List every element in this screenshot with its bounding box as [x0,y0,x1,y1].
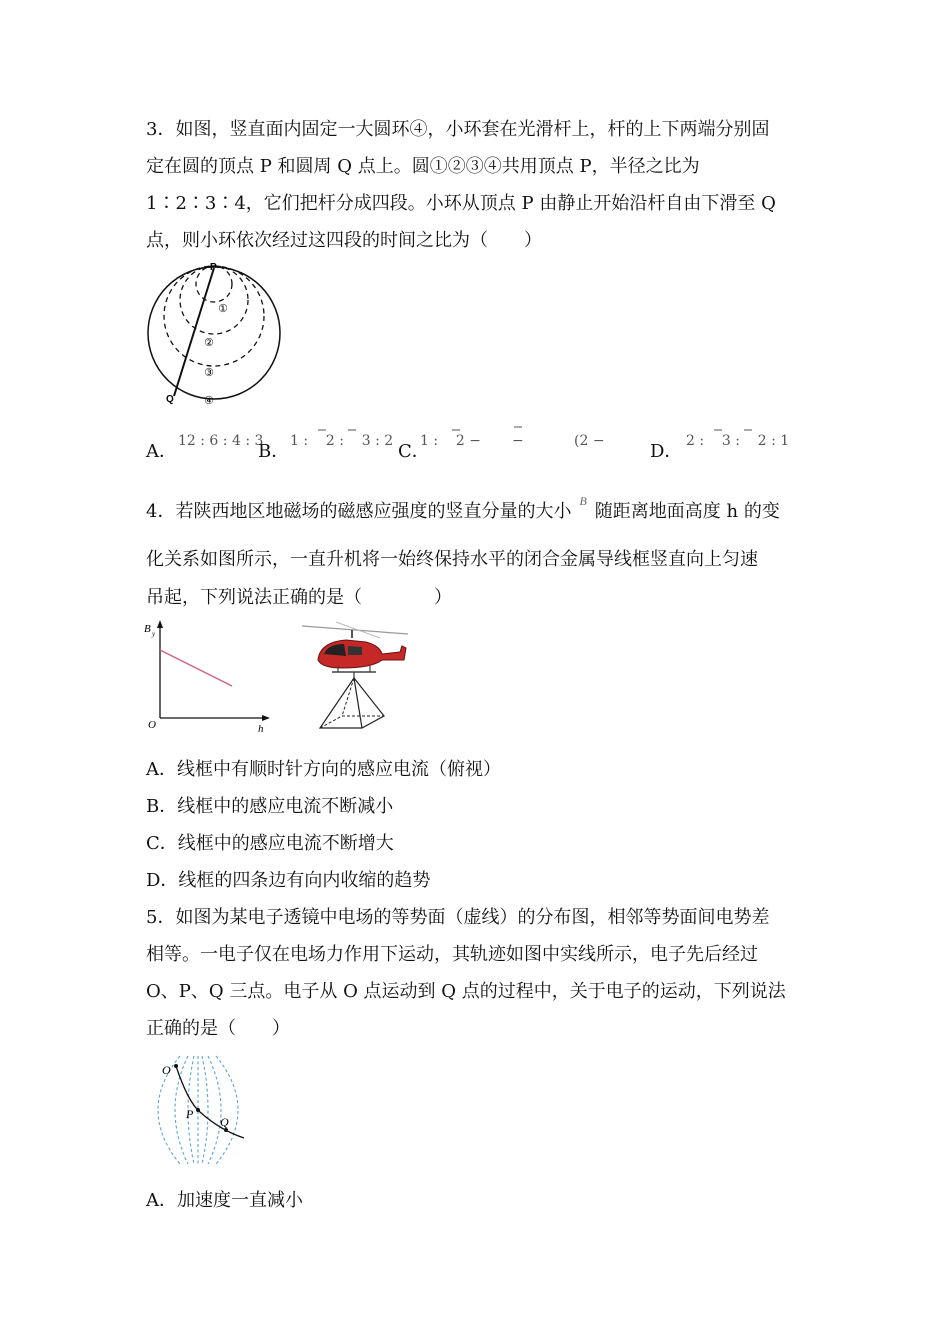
q3-option-a-letter: A． [146,441,177,462]
graph-origin: O [148,719,156,731]
rotor-blade-2 [336,622,380,638]
q3-option-c-text: 1 : 2 − [420,433,481,449]
label-P: P [210,262,217,273]
q3-option-a-text: 12 : 6 : 4 : 3 [178,433,264,449]
q4-line-1-post: 随距离地面高度 h 的变 [594,501,780,522]
q3-option-d-overbars [710,427,770,433]
circle-3 [164,266,264,366]
q3-option-d-text: 2 : 3 : 2 : 1 [686,433,790,449]
q3-line-3: 1∶2∶3∶4，它们把杆分成四段。小环从顶点 P 由静止开始沿杆自由下滑至 Q [146,193,776,214]
graph-y-label: B [144,623,151,635]
label-O: O [162,1063,171,1077]
q4-line-2: 化关系如图所示，一直升机将一始终保持水平的闭合金属导线框竖直向上匀速 [146,549,758,570]
q4-option-b: B．线框中的感应电流不断减小 [146,796,394,817]
graph-x-label: h [258,723,264,735]
label-circle-2: ② [204,336,214,349]
q4-option-c: C．线框中的感应电流不断增大 [146,833,394,854]
helicopter-figure [296,620,414,732]
q3-option-c-overbar [448,427,468,433]
q5-line-1: 5．如图为某电子透镜中电场的等势面（虚线）的分布图，相邻等势面间电势差 [146,907,770,928]
label-circle-1: ① [218,302,228,315]
y-axis-arrow [157,620,163,628]
electron-trajectory [176,1066,244,1138]
q4-option-a: A．线框中有顺时针方向的感应电流（俯视） [146,759,501,780]
q5-line-4: 正确的是（ ） [146,1018,290,1039]
q3-option-b-overbars [314,427,374,433]
label-circle-4: ④ [204,394,214,407]
point-O [174,1064,178,1068]
q3-option-c-extra1: − [512,433,524,449]
q5-line-3: O、P、Q 三点。电子从 O 点运动到 Q 点的过程中，关于电子的运动，下列说法 [146,981,786,1002]
label-Q: Q [220,1115,229,1129]
label-P: P [186,1107,194,1121]
q5-equipotential-figure [140,1052,256,1168]
label-circle-3: ③ [204,366,214,379]
q4-line-1-pre: 4．若陕西地区地磁场的磁感应强度的竖直分量的大小 [146,501,572,522]
graph-y-sub: y [152,630,156,638]
q5-line-2: 相等。一电子仅在电场力作用下运动，其轨迹如图中实线所示，电子先后经过 [146,944,758,965]
q4-graph [140,618,280,736]
q3-option-b-text: 1 : 2 : 3 : 2 [290,433,394,449]
q3-line-4: 点，则小环依次经过这四段的时间之比为（ ） [146,230,542,251]
q3-line-2: 定在圆的顶点 P 和圆周 Q 点上。圆①②③④共用顶点 P，半径之比为 [146,156,700,177]
circle-2 [180,266,248,334]
q3-option-c-extra-bar [512,424,526,430]
b-vs-h-line [160,650,232,686]
circle-4 [148,267,280,399]
q4-line-3: 吊起，下列说法正确的是（ ） [146,587,452,608]
q4-option-d: D．线框的四条边有向内收缩的趋势 [146,870,431,891]
q3-line-1: 3．如图，竖直面内固定一大圆环④，小环套在光滑杆上，杆的上下两端分别固 [146,119,770,140]
q4-symbol-b: B [579,494,587,508]
q3-option-d-letter: D． [650,441,683,462]
x-axis-arrow [262,715,270,721]
q3-option-c-extra2: (2 − [574,433,605,449]
q5-option-a: A．加速度一直减小 [146,1190,303,1211]
rotor-blade [302,626,408,634]
q3-circle-figure [140,260,290,410]
helicopter-window-2 [348,646,362,655]
point-P [196,1108,200,1112]
q3-option-b-letter: B． [258,441,290,462]
q3-option-c-letter: C． [398,441,430,462]
q4-line-1 [146,494,780,525]
label-Q: Q [166,394,174,405]
